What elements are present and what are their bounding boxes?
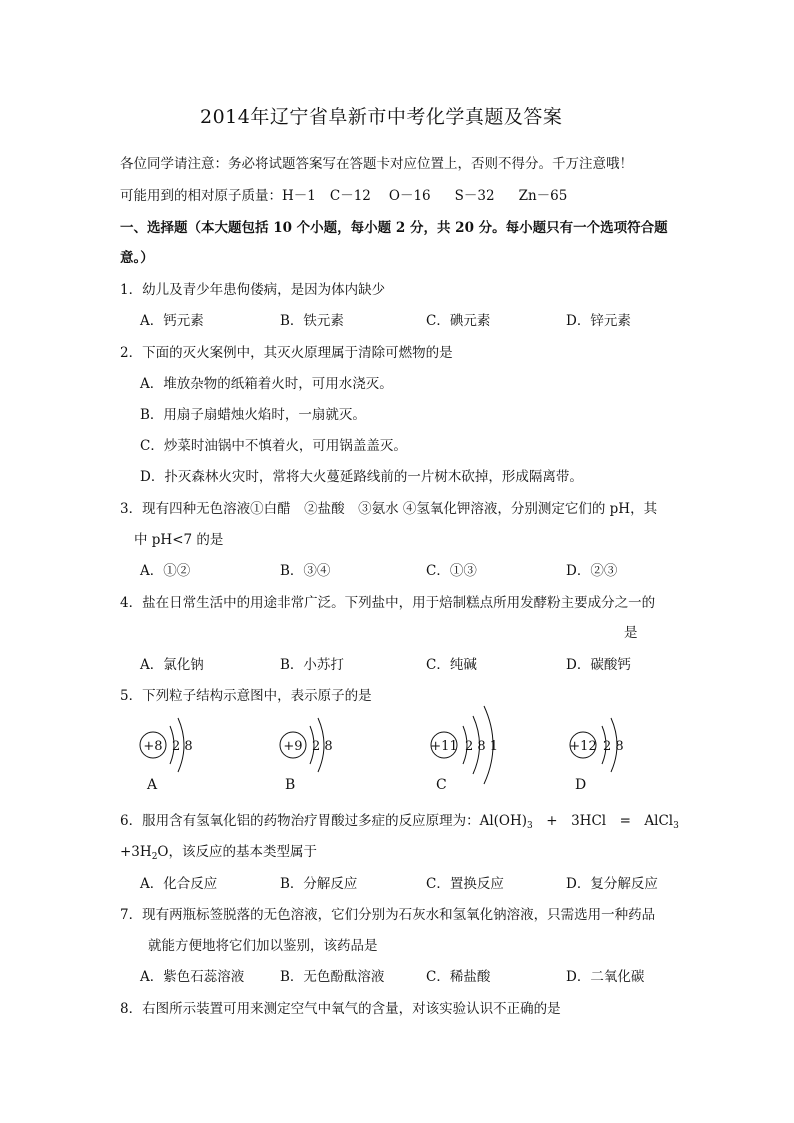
atomic-mass-c: C－12	[329, 188, 371, 204]
q5-stem: 5．下列粒子结构示意图中，表示原子的是	[120, 688, 372, 704]
q8-stem: 8．右图所示装置可用来测定空气中氧气的含量，对该实验认识不正确的是	[120, 1001, 561, 1017]
atom-b-electrons: 2 8	[312, 739, 333, 754]
atom-c-nucleus: +11	[430, 739, 458, 754]
q4-stem-line1: 4．盐在日常生活中的用途非常广泛。下列盐中，用于焙制糕点所用发酵粉主要成分之一的	[120, 595, 656, 611]
atomic-mass-label: 可能用到的相对原子质量：	[120, 188, 282, 204]
atom-structure-diagrams	[120, 700, 680, 800]
q3-option-a: A．①②	[140, 563, 191, 579]
q7-stem-line2: 就能方便地将它们加以鉴别，该药品是	[148, 938, 378, 954]
atom-a-electrons: 2 8	[172, 739, 193, 754]
q6-text-mid: + 3HCl = AlCl	[532, 813, 674, 829]
q7-option-c: C．稀盐酸	[426, 969, 491, 985]
atom-d-electrons: 2 8	[603, 739, 624, 754]
atom-a-nucleus: +8	[143, 739, 163, 754]
q3-stem-line2: 中 pH<7 的是	[134, 532, 224, 548]
atomic-mass-line	[120, 184, 567, 204]
q4-option-a: A．氯化钠	[140, 657, 204, 673]
q6-text-post2: O，该反应的基本类型属于	[157, 844, 317, 860]
q6-text-pre: 6．服用含有氢氧化铝的药物治疗胃酸过多症的反应原理为：Al(OH)	[120, 813, 528, 829]
q2-option-a: A．堆放杂物的纸箱着火时，可用水浇灭。	[140, 376, 393, 392]
section-heading-line1: 一、选择题（本大题包括 10 个小题，每小题 2 分，共 20 分。每小题只有一个选项符合题	[120, 220, 668, 236]
q7-option-a: A．紫色石蕊溶液	[140, 969, 245, 985]
q4-option-b: B．小苏打	[280, 657, 344, 673]
q6-stem-line2	[120, 840, 317, 860]
q3-option-b: B．③④	[280, 563, 331, 579]
atomic-mass-o: O－16	[388, 188, 431, 204]
q3-option-d: D．②③	[566, 563, 618, 579]
atom-c-letter: C	[436, 777, 447, 793]
q3-stem-line1: 3．现有四种无色溶液①白醋 ②盐酸 ③氨水 ④氢氧化钾溶液，分别测定它们的 pH，其	[120, 501, 658, 517]
q4-option-c: C．纯碱	[426, 657, 477, 673]
q1-option-c: C．碘元素	[426, 313, 491, 329]
q1-option-b: B．铁元素	[280, 313, 344, 329]
atomic-mass-h: H－1	[282, 188, 316, 204]
atom-d-letter: D	[575, 777, 587, 793]
page-title: 2014年辽宁省阜新市中考化学真题及答案	[200, 106, 563, 128]
q2-stem: 2．下面的灭火案例中，其灭火原理属于清除可燃物的是	[120, 345, 453, 361]
atomic-mass-s: S－32	[454, 188, 495, 204]
q1-stem: 1．幼儿及青少年患佝偻病，是因为体内缺少	[120, 282, 386, 298]
q1-option-a: A．钙元素	[140, 313, 204, 329]
q7-option-b: B．无色酚酞溶液	[280, 969, 385, 985]
atom-c-electrons: 2 8 1	[465, 739, 499, 754]
q6-subscript-2: 2	[151, 852, 158, 862]
q6-text-pre2: +3H	[120, 844, 152, 860]
section-heading-line2: 意。）	[120, 250, 154, 266]
q1-option-d: D．锌元素	[566, 313, 631, 329]
q6-stem-line1	[120, 809, 679, 829]
q6-subscript-3b: 3	[673, 821, 679, 831]
q7-stem-line1: 7．现有两瓶标签脱落的无色溶液，它们分别为石灰水和氢氧化钠溶液，只需选用一种药品	[120, 907, 656, 923]
atom-a-letter: A	[147, 777, 158, 793]
q7-option-d: D．二氧化碳	[566, 969, 645, 985]
q3-option-c: C．①③	[426, 563, 477, 579]
q6-option-d: D．复分解反应	[566, 876, 658, 892]
q6-option-c: C．置换反应	[426, 876, 504, 892]
q6-subscript-3a: 3	[527, 821, 533, 831]
q6-option-b: B．分解反应	[280, 876, 358, 892]
q6-option-a: A．化合反应	[140, 876, 218, 892]
q2-option-d: D．扑灭森林火灾时，常将大火蔓延路线前的一片树木砍掉，形成隔离带。	[140, 469, 583, 485]
atom-b-nucleus: +9	[283, 739, 303, 754]
q4-option-d: D．碳酸钙	[566, 657, 631, 673]
q2-option-b: B．用扇子扇蜡烛火焰时，一扇就灭。	[140, 407, 366, 423]
atom-b-letter: B	[285, 777, 296, 793]
q2-option-c: C．炒菜时油锅中不慎着火，可用锅盖盖灭。	[140, 438, 407, 454]
q4-stem-line2: 是	[624, 625, 638, 641]
notice-text: 各位同学请注意：务必将试题答案写在答题卡对应位置上，否则不得分。千万注意哦！	[120, 156, 633, 172]
atom-d-nucleus: +12	[569, 739, 597, 754]
atomic-mass-zn: Zn－65	[518, 188, 568, 204]
